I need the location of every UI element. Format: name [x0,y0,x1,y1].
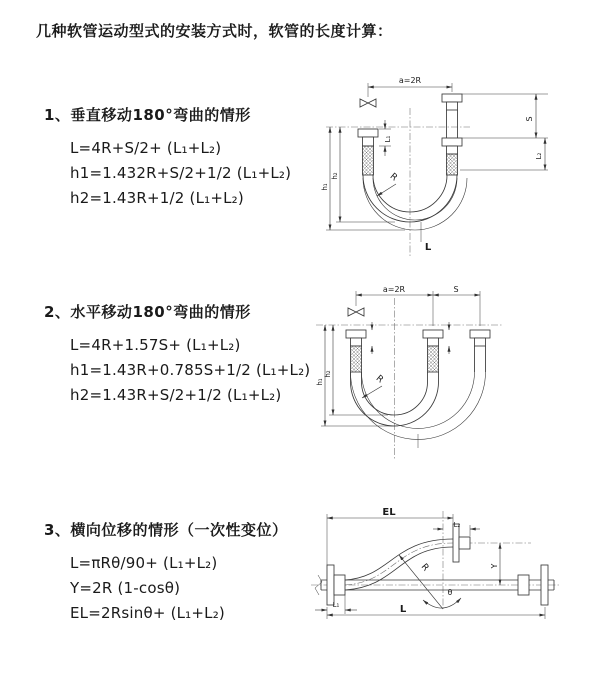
section-1-heading: 1、垂直移动180°弯曲的情形 [44,106,251,124]
left-hose-assembly [358,129,378,175]
phantom-hose-assembly [470,330,490,372]
dimension-el [327,507,453,565]
dim-l-label: L [399,604,407,615]
s-curve-hose [345,539,453,590]
radius-callout [362,374,385,398]
section-2-formula-L: L=4R+1.57S+ (L₁+L₂) [70,336,241,354]
diagram-vertical-movement [300,72,555,266]
middle-hose-assembly [423,330,443,372]
dim-l2-label: L₂ [453,521,461,529]
dimension-a2r-s [356,285,480,326]
section-1-formula-h2: h2=1.43R+1/2 (L₁+L₂) [70,189,244,207]
braided-section [363,146,374,175]
valve-icon [360,99,376,107]
dim-s-label: S [525,116,534,122]
section-3-formula-L: L=πRθ/90+ (L₁+L₂) [70,554,218,572]
dim-el-label: EL [382,507,396,518]
dim-a2r-label: a=2R [382,285,406,294]
dimension-l1 [315,595,357,614]
section-3 [44,519,287,626]
braided-section [447,154,458,175]
braided-section [351,346,362,372]
valve-icon [348,308,364,316]
braided-section [428,346,439,372]
radius-label: R [373,373,385,386]
section-3-formula-EL: EL=2Rsinθ+ (L₁+L₂) [70,604,225,622]
dim-l1-label: L₁ [384,135,392,143]
diagram-lateral-displacement [303,503,565,642]
dim-l1-label: L₁ [332,601,340,609]
length-callout [421,222,432,253]
dimension-a2r [368,76,452,97]
section-3-formula-Y: Y=2R (1-cosθ) [70,579,181,597]
section-1-formula-L: L=4R+S/2+ (L₁+L₂) [70,139,222,157]
radius-label: R [418,562,431,574]
section-2-formula-h2: h2=1.43R+S/2+1/2 (L₁+L₂) [70,386,282,404]
dimension-l [327,604,545,619]
length-label: L [424,242,432,253]
dim-s-label: S [453,285,459,294]
centerlines [316,298,503,460]
u-bend-hose [351,372,486,448]
section-1 [44,104,291,211]
dimension-l1 [379,120,392,156]
dim-h1-label: h₁ [321,183,329,191]
right-hose-assembly [442,94,462,175]
dim-h2-label: h₂ [331,172,339,180]
dimension-y [490,543,500,585]
page-title: 几种软管运动型式的安装方式时，软管的长度计算： [36,22,393,40]
displaced-flange [453,524,470,562]
dim-y-label: Y [490,563,499,569]
theta-label: θ [447,588,453,597]
radius-callout [377,172,399,196]
dim-h1-label: h₁ [316,378,324,386]
section-3-heading: 3、横向位移的情形（一次性变位） [44,521,288,539]
dimension-s [460,94,548,170]
radius-callout [399,555,443,609]
section-1-formula-h1: h1=1.432R+S/2+1/2 (L₁+L₂) [70,164,292,182]
radius-label: R [387,171,399,184]
section-2-formula-h1: h1=1.43R+0.785S+1/2 (L₁+L₂) [70,361,311,379]
section-2-heading: 2、水平移动180°弯曲的情形 [44,303,251,321]
dim-l2-label: L₂ [535,152,543,160]
left-hose-assembly [346,330,366,372]
dim-h2-label: h₂ [324,370,332,378]
diagram-horizontal-movement [298,282,560,471]
left-flange [315,565,345,605]
section-2 [44,301,310,408]
centerlines [326,108,470,256]
dim-a2r-label: a=2R [398,76,422,85]
